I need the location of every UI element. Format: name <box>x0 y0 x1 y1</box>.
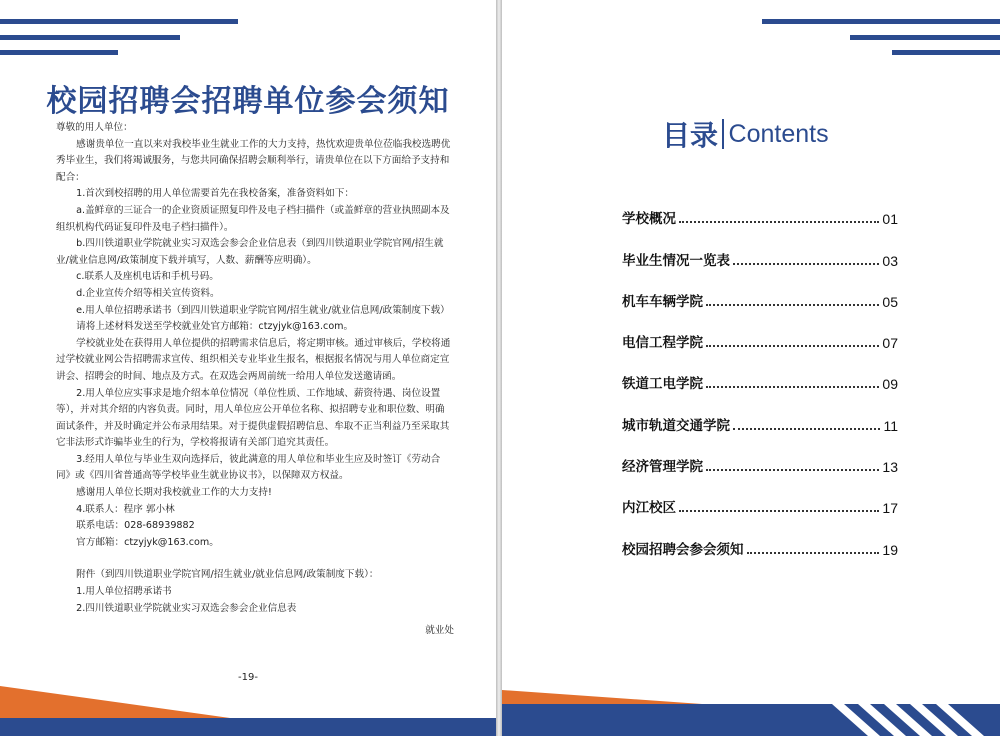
toc-label: 经济管理学院 <box>622 459 703 476</box>
toc-item[interactable] <box>622 392 898 433</box>
navy-band <box>0 718 496 736</box>
paragraph: 3.经用人单位与毕业生双向选择后，彼此满意的用人单位和毕业生应及时签订《劳动合同》或《四川省普通高等学校毕业生就业协议书》，以保障双方权益。 <box>56 453 441 482</box>
contents-title-cn: 目录 <box>662 119 719 152</box>
top-stripe <box>0 50 118 55</box>
toc-leader <box>733 262 879 265</box>
contact-person: 4.联系人：程序 郭小林 <box>76 503 175 515</box>
toc-leader <box>679 509 879 512</box>
top-stripe <box>0 19 238 24</box>
toc-item[interactable] <box>622 310 898 351</box>
paragraph: 感谢贵单位一直以来对我校毕业生就业工作的大力支持，热忱欢迎贵单位莅临我校选聘优秀毕业生，我们将竭诚服务，与您共同确保招聘会顺利举行，请贵单位在以下方面给予支持和配合： <box>56 138 451 183</box>
paragraph: d.企业宣传介绍等相关宣传资料。 <box>76 287 220 299</box>
toc-leader <box>706 468 879 471</box>
paragraph: 2.用人单位应实事求是地介绍本单位情况（单位性质、工作地域、薪资待遇、岗位设置等），并对其介绍的内容负责。同时，用人单位应公开单位名称、拟招聘专业和职位数、明确面试条件，并及时确定并公布录用结果。对于提供虚假招聘信息、牟取不正当利益乃至采取其它非法形式诈骗毕业生的行为，学校将报请有关部门追究其责任。 <box>56 387 450 449</box>
contents-title-en: Contents <box>728 119 829 148</box>
paragraph: e.用人单位招聘承诺书（到四川铁道职业学院官网/招生就业/就业信息网/政策制度下载） <box>76 304 450 316</box>
toc-page: 03 <box>882 252 898 269</box>
contact-phone: 联系电话：028-68939882 <box>76 520 195 532</box>
toc-page: 09 <box>882 376 898 393</box>
paragraph: 请将上述材料发送至学校就业处官方邮箱：ctzyjyk@163.com。 <box>76 321 354 333</box>
left-page <box>0 0 496 736</box>
paragraph: c.联系人及座机电话和手机号码。 <box>76 271 219 283</box>
toc-item[interactable] <box>622 475 898 516</box>
toc-page: 05 <box>882 293 898 310</box>
attachment-item: 1.用人单位招聘承诺书 <box>76 586 172 598</box>
paragraph: 学校就业处在获得用人单位提供的招聘需求信息后，将定期审核。通过审核后，学校将通过学校就业网公告招聘需求宣传、组织相关专业毕业生报名，根据报名情况与用人单位商定宣讲会、招聘会的时间、地点及方式。在双选会两周前统一给用人单位发送邀请函。 <box>56 337 451 382</box>
toc-item[interactable] <box>622 351 898 392</box>
toc-label: 毕业生情况一览表 <box>622 252 730 269</box>
toc-item[interactable] <box>622 269 898 310</box>
paragraph: a.盖鲜章的三证合一的企业资质证照复印件及电子档扫描件（或盖鲜章的营业执照副本及组织机构代码证复印件及电子档扫描件）。 <box>56 204 450 233</box>
table-of-contents <box>622 186 898 558</box>
salutation: 尊敬的用人单位： <box>56 122 133 133</box>
toc-item[interactable] <box>622 186 898 227</box>
contents-heading <box>662 114 829 154</box>
toc-leader <box>733 427 880 430</box>
attachment-heading: 附件（到四川铁道职业学院官网/招生就业/就业信息网/政策制度下载）： <box>76 569 379 581</box>
toc-item[interactable] <box>622 516 898 557</box>
notice-body <box>56 120 454 640</box>
top-stripe <box>850 35 1000 40</box>
toc-leader <box>679 220 879 223</box>
toc-leader <box>747 551 880 554</box>
toc-label: 铁道工电学院 <box>622 376 703 393</box>
attachment-item: 2.四川铁道职业学院就业实习双选会参会企业信息表 <box>76 602 297 614</box>
paragraph: 感谢用人单位长期对我校就业工作的大力支持! <box>76 487 272 499</box>
toc-label: 内江校区 <box>622 500 676 517</box>
page-number: -19- <box>238 672 258 683</box>
toc-item[interactable] <box>622 227 898 268</box>
top-stripe <box>892 50 1000 55</box>
signature: 就业处 <box>425 625 454 637</box>
bottom-decoration <box>0 676 496 736</box>
paragraph: 1.首次到校招聘的用人单位需要首先在我校备案，准备资料如下： <box>76 188 354 200</box>
toc-label: 城市轨道交通学院 <box>622 417 730 434</box>
toc-label: 机车车辆学院 <box>622 293 703 310</box>
toc-page: 07 <box>882 335 898 352</box>
right-page <box>502 0 1000 736</box>
toc-label: 学校概况 <box>622 211 676 228</box>
orange-band <box>0 686 230 718</box>
toc-item[interactable] <box>622 434 898 475</box>
heading-divider <box>722 119 724 149</box>
toc-page: 11 <box>883 417 898 434</box>
toc-leader <box>706 344 879 347</box>
toc-leader <box>706 385 879 388</box>
toc-page: 01 <box>882 211 898 228</box>
top-stripe <box>762 19 1000 24</box>
paragraph: b.四川铁道职业学院就业实习双选会参会企业信息表（到四川铁道职业学院官网/招生就业/就业信息网/政策制度下载并填写，人数、薪酬等应明确）。 <box>56 238 444 266</box>
top-stripe <box>0 35 180 40</box>
toc-label: 电信工程学院 <box>622 335 703 352</box>
contact-email: 官方邮箱：ctzyjyk@163.com。 <box>76 536 219 548</box>
toc-page: 13 <box>882 459 898 476</box>
toc-leader <box>706 303 879 306</box>
toc-page: 17 <box>882 500 898 517</box>
toc-label: 校园招聘会参会须知 <box>622 541 744 558</box>
bottom-decoration <box>502 676 1000 736</box>
page-title: 校园招聘会招聘单位参会须知 <box>46 84 450 119</box>
toc-page: 19 <box>882 541 898 558</box>
orange-band <box>502 690 702 704</box>
